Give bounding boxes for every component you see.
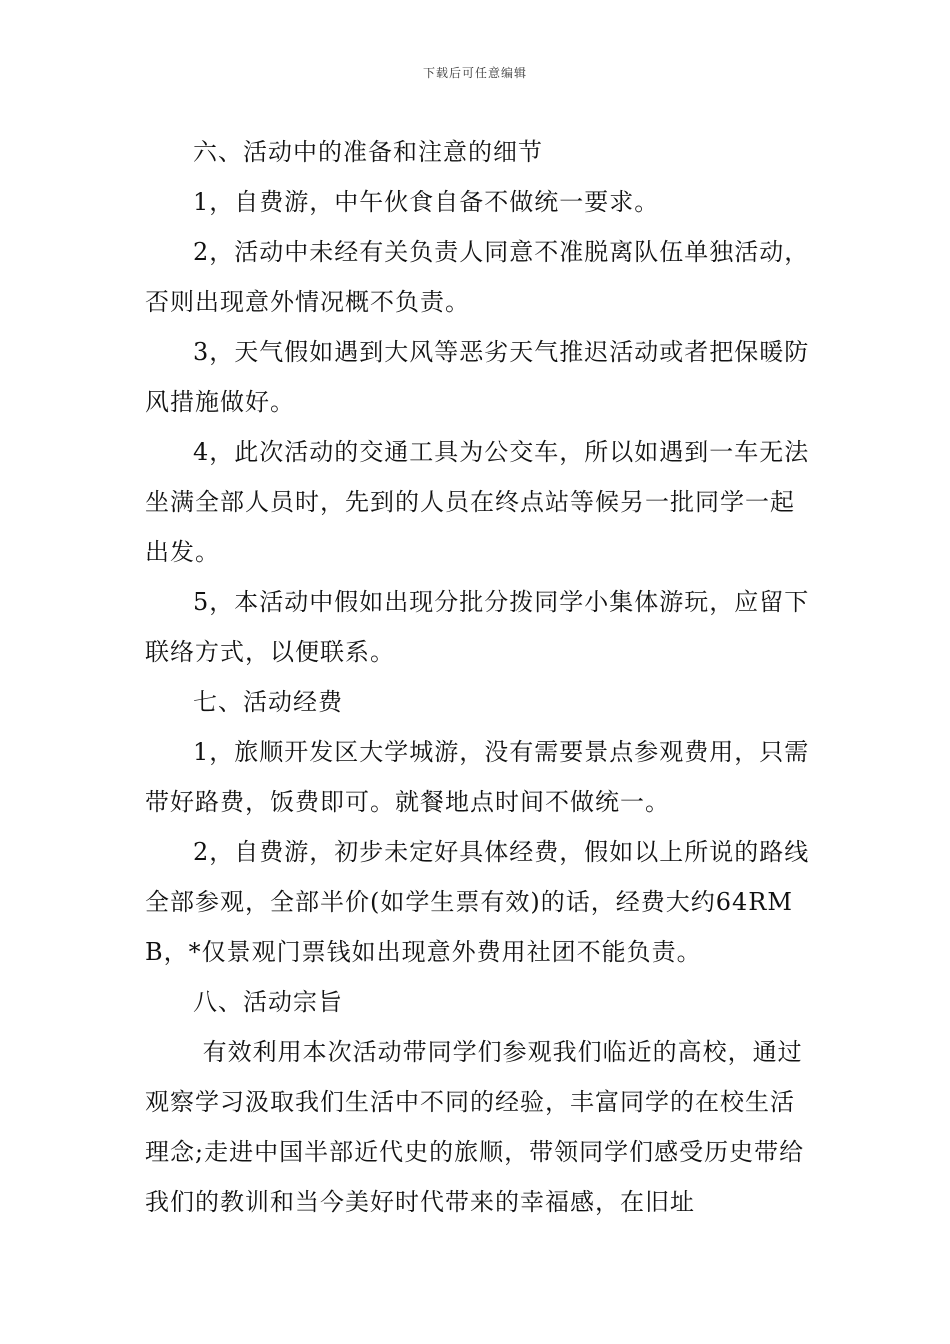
paragraph-item-5: 5，本活动中假如出现分批分拨同学小集体游玩，应留下联络方式，以便联系。: [145, 588, 810, 666]
section-heading-preparation: 六、活动中的准备和注意的细节: [193, 138, 543, 166]
paragraph-budget-2: 2，自费游，初步未定好具体经费，假如以上所说的路线全部参观，全部半价(如学生票有效)的话，经费大约64RMB，*仅景观门票钱如出现意外费用社团不能负责。: [145, 838, 810, 966]
paragraph-item-4: 4，此次活动的交通工具为公交车，所以如遇到一车无法坐满全部人员时，先到的人员在终点站等候另一批同学一起出发。: [145, 438, 810, 566]
paragraph-item-2: 2，活动中未经有关负责人同意不准脱离队伍单独活动，否则出现意外情况概不负责。: [145, 238, 810, 316]
section-heading-purpose: 八、活动宗旨: [193, 988, 343, 1016]
paragraph-purpose: 有效利用本次活动带同学们参观我们临近的高校，通过观察学习汲取我们生活中不同的经验，丰富同学的在校生活理念;走进中国半部近代史的旅顺，带领同学们感受历史带给我们的教训和当今美好时代带来的幸福感，在旧址: [145, 1038, 805, 1216]
section-heading-budget: 七、活动经费: [193, 688, 343, 716]
document-body: [145, 127, 815, 1227]
paragraph-budget-1: 1，旅顺开发区大学城游，没有需要景点参观费用，只需带好路费，饭费即可。就餐地点时间不做统一。: [145, 738, 810, 816]
page-header-note: 下载后可任意编辑: [422, 66, 527, 80]
paragraph-item-1: 1，自费游，中午伙食自备不做统一要求。: [193, 188, 660, 216]
paragraph-item-3: 3，天气假如遇到大风等恶劣天气推迟活动或者把保暖防风措施做好。: [145, 338, 810, 416]
